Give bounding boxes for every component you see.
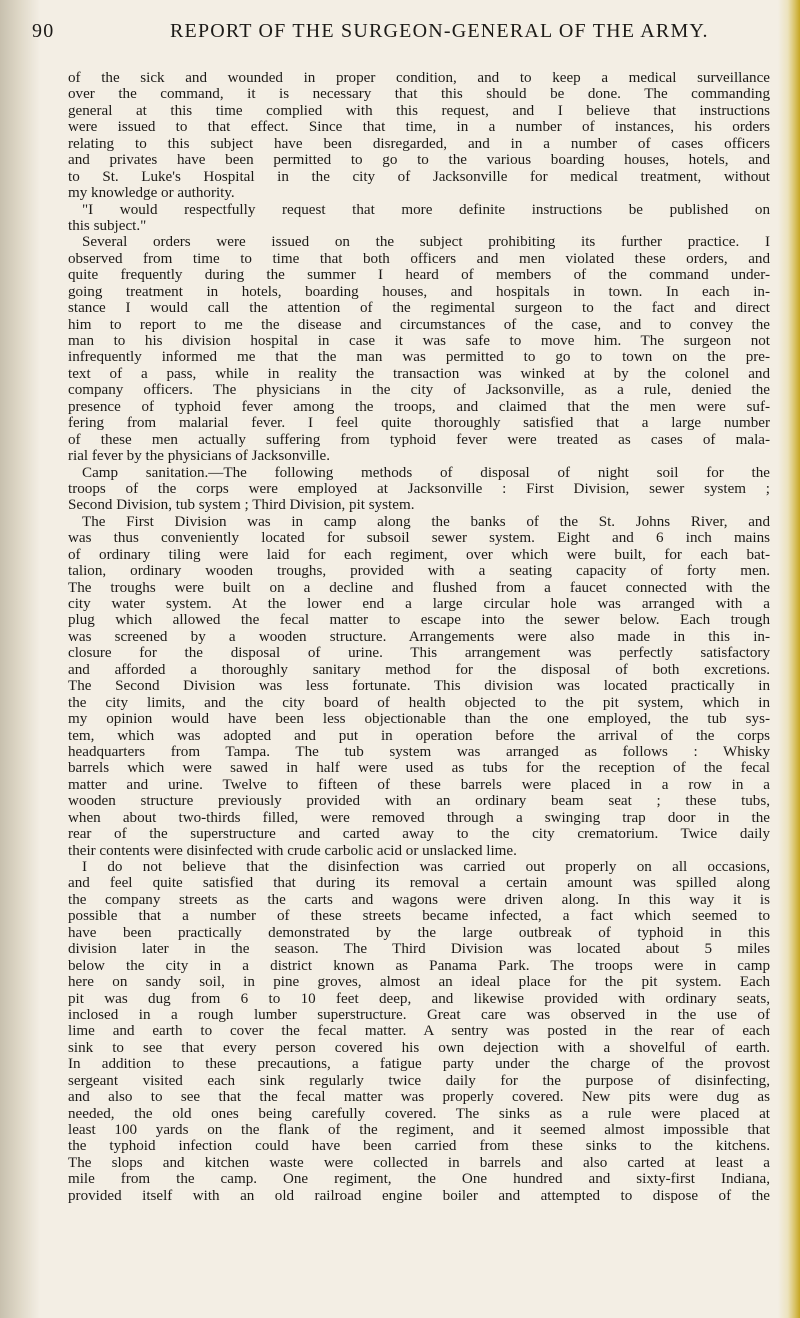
text-line: the company streets as the carts and wagons were driven along. In this way it is [68,891,770,908]
text-line: I do not believe that the disinfection was carried out properly on all occasions, [82,859,770,875]
text-line: "I would respectfully request that more definite instructions be published on [82,201,770,218]
text-line: needed, the old ones being carefully covered. The sinks as a rule were placed at [68,1105,770,1122]
text-line: below the city in a district known as Panama Park. The troops were in camp [68,957,770,974]
text-line: was screened by a wooden structure. Arrangements were also made in this in- [68,628,770,645]
text-line: when about two-thirds filled, were removed through a swinging trap door in the [68,809,770,826]
text-line: least 100 yards on the flank of the regiment, and it seemed almost impossible that [68,1122,770,1138]
text-line: my opinion would have been less objectionable than the one employed, the tub sys- [68,711,770,728]
text-line: provided itself with an old railroad engine boiler and attempted to dispose of the [68,1187,770,1204]
text-line: presence of typhoid fever among the troops, and claimed that the men were suf- [68,398,770,415]
text-line: infrequently informed me that the man was permitted to go to town on the pre- [68,349,770,366]
text-line: lime and earth to cover the fecal matter. A sentry was posted in the rear of each [68,1023,770,1040]
text-line: Several orders were issued on the subject prohibiting its further practice. I [82,234,770,251]
text-line: matter and urine. Twelve to fifteen of these barrels were placed in a row in a [68,776,770,793]
text-line: fering from malarial fever. I feel quite thoroughly satisfied that a large number [68,415,770,432]
text-line: my knowledge or authority. [68,185,235,202]
text-line: In addition to these precautions, a fatigue party under the charge of the provost [68,1056,770,1073]
text-line: wooden structure previously provided with an ordinary beam seat ; these tubs, [68,793,770,810]
text-line: this subject." [68,217,147,234]
text-line: rear of the superstructure and carted away to the city crematorium. Twice daily [68,826,770,843]
text-line: sink to see that every person covered his own dejection with a shovelful of earth. [68,1039,770,1056]
text-line: and also to see that the fecal matter was properly covered. New pits were dug as [68,1089,770,1106]
text-line: The troughs were built on a decline and flushed from a faucet connected with the [68,579,770,596]
text-line: of the sick and wounded in proper condition, and to keep a medical surveillance [68,70,770,86]
text-line: rial fever by the physicians of Jacksonville. [68,448,330,465]
text-line: text of a pass, while in reality the transaction was winked at by the colonel and [68,365,770,382]
page-edge-stain [778,0,800,1318]
text-line: general at this time complied with this request, and I believe that instructions [68,102,770,119]
text-line: barrels which were sawed in half were used as tubs for the reception of the fecal [68,760,770,777]
text-line: talion, ordinary wooden troughs, provided with a seating capacity of forty men. [68,563,770,580]
text-line: closure for the disposal of urine. This arrangement was perfectly satisfactory [68,645,770,662]
text-line: observed from time to time that both officers and men violated these orders, and [68,250,770,267]
text-line: of these men actually suffering from typhoid fever were treated as cases of mala- [68,431,770,448]
text-line: Camp sanitation.—The following methods of disposal of night soil for the [82,464,770,481]
text-line: to St. Luke's Hospital in the city of Jacksonville for medical treatment, without [68,168,770,185]
body-text [68,70,770,1204]
page-gutter-shadow [0,0,40,1318]
text-line: inclosed in a rough lumber superstructure. Great care was observed in the use of [68,1006,770,1023]
page-number: 90 [32,20,55,42]
text-line: stance I would call the attention of the regimental surgeon to the fact and direct [68,300,770,317]
text-line: tem, which was adopted and put in operation before the arrival of the corps [68,727,770,744]
text-line: The First Division was in camp along the banks of the St. Johns River, and [82,513,770,530]
text-line: city water system. At the lower end a large circular hole was arranged with a [68,596,770,612]
text-line: man to his division hospital in case it was safe to move him. The surgeon not [68,333,770,349]
text-line: company officers. The physicians in the city of Jacksonville, as a rule, denied the [68,382,770,399]
text-line: going treatment in hotels, boarding houses, and hospitals in town. In each in- [68,283,770,300]
text-line: and afforded a thoroughly sanitary method for the disposal of both excretions. [68,661,770,678]
text-line: over the command, it is necessary that this should be done. The commanding [68,86,770,103]
text-line: here on sandy soil, in pine groves, almost an ideal place for the pit system. Each [68,974,770,991]
running-head: REPORT OF THE SURGEON-GENERAL OF THE ARMY. [170,20,709,42]
text-line: their contents were disinfected with crude carbolic acid or unslacked lime. [68,842,517,859]
page-header [32,18,758,48]
text-line: the typhoid infection could have been carried from these sinks to the kitchens. [68,1138,770,1155]
text-line: troops of the corps were employed at Jacksonville : First Division, sewer system ; [68,480,770,497]
text-line: relating to this subject have been disregarded, and in a number of cases officers [68,135,770,152]
text-line: have been practically demonstrated by the large outbreak of typhoid in this [68,924,770,941]
text-line: plug which allowed the fecal matter to escape into the sewer below. Each trough [68,612,770,629]
text-line: headquarters from Tampa. The tub system was arranged as follows : Whisky [68,743,770,760]
text-line: quite frequently during the summer I heard of members of the command under- [68,267,770,284]
text-line: possible that a number of these streets became infected, a fact which seemed to [68,908,770,925]
text-line: pit was dug from 6 to 10 feet deep, and likewise provided with ordinary seats, [68,990,770,1007]
text-line: was thus conveniently located for subsoil sewer system. Eight and 6 inch mains [68,530,770,547]
text-line: the city limits, and the city board of health objected to the pit system, which in [68,694,770,711]
text-line: sergeant visited each sink regularly twice daily for the purpose of disinfecting, [68,1072,770,1089]
text-line: The Second Division was less fortunate. This division was located practically in [68,678,770,695]
text-line: division later in the season. The Third Division was located about 5 miles [68,941,770,958]
text-line: Second Division, tub system ; Third Division, pit system. [68,497,415,514]
text-line: The slops and kitchen waste were collected in barrels and also carted at least a [68,1154,770,1171]
text-line: of ordinary tiling were laid for each regiment, over which were built, for each bat- [68,546,770,563]
text-line: mile from the camp. One regiment, the One hundred and sixty-first Indiana, [68,1171,770,1188]
text-line: and feel quite satisfied that during its removal a certain amount was spilled along [68,875,770,892]
text-line: him to report to me the disease and circumstances of the case, and to convey the [68,316,770,333]
text-line: were issued to that effect. Since that time, in a number of instances, his orders [68,119,770,136]
text-line: and privates have been permitted to go to the various boarding houses, hotels, and [68,152,770,169]
